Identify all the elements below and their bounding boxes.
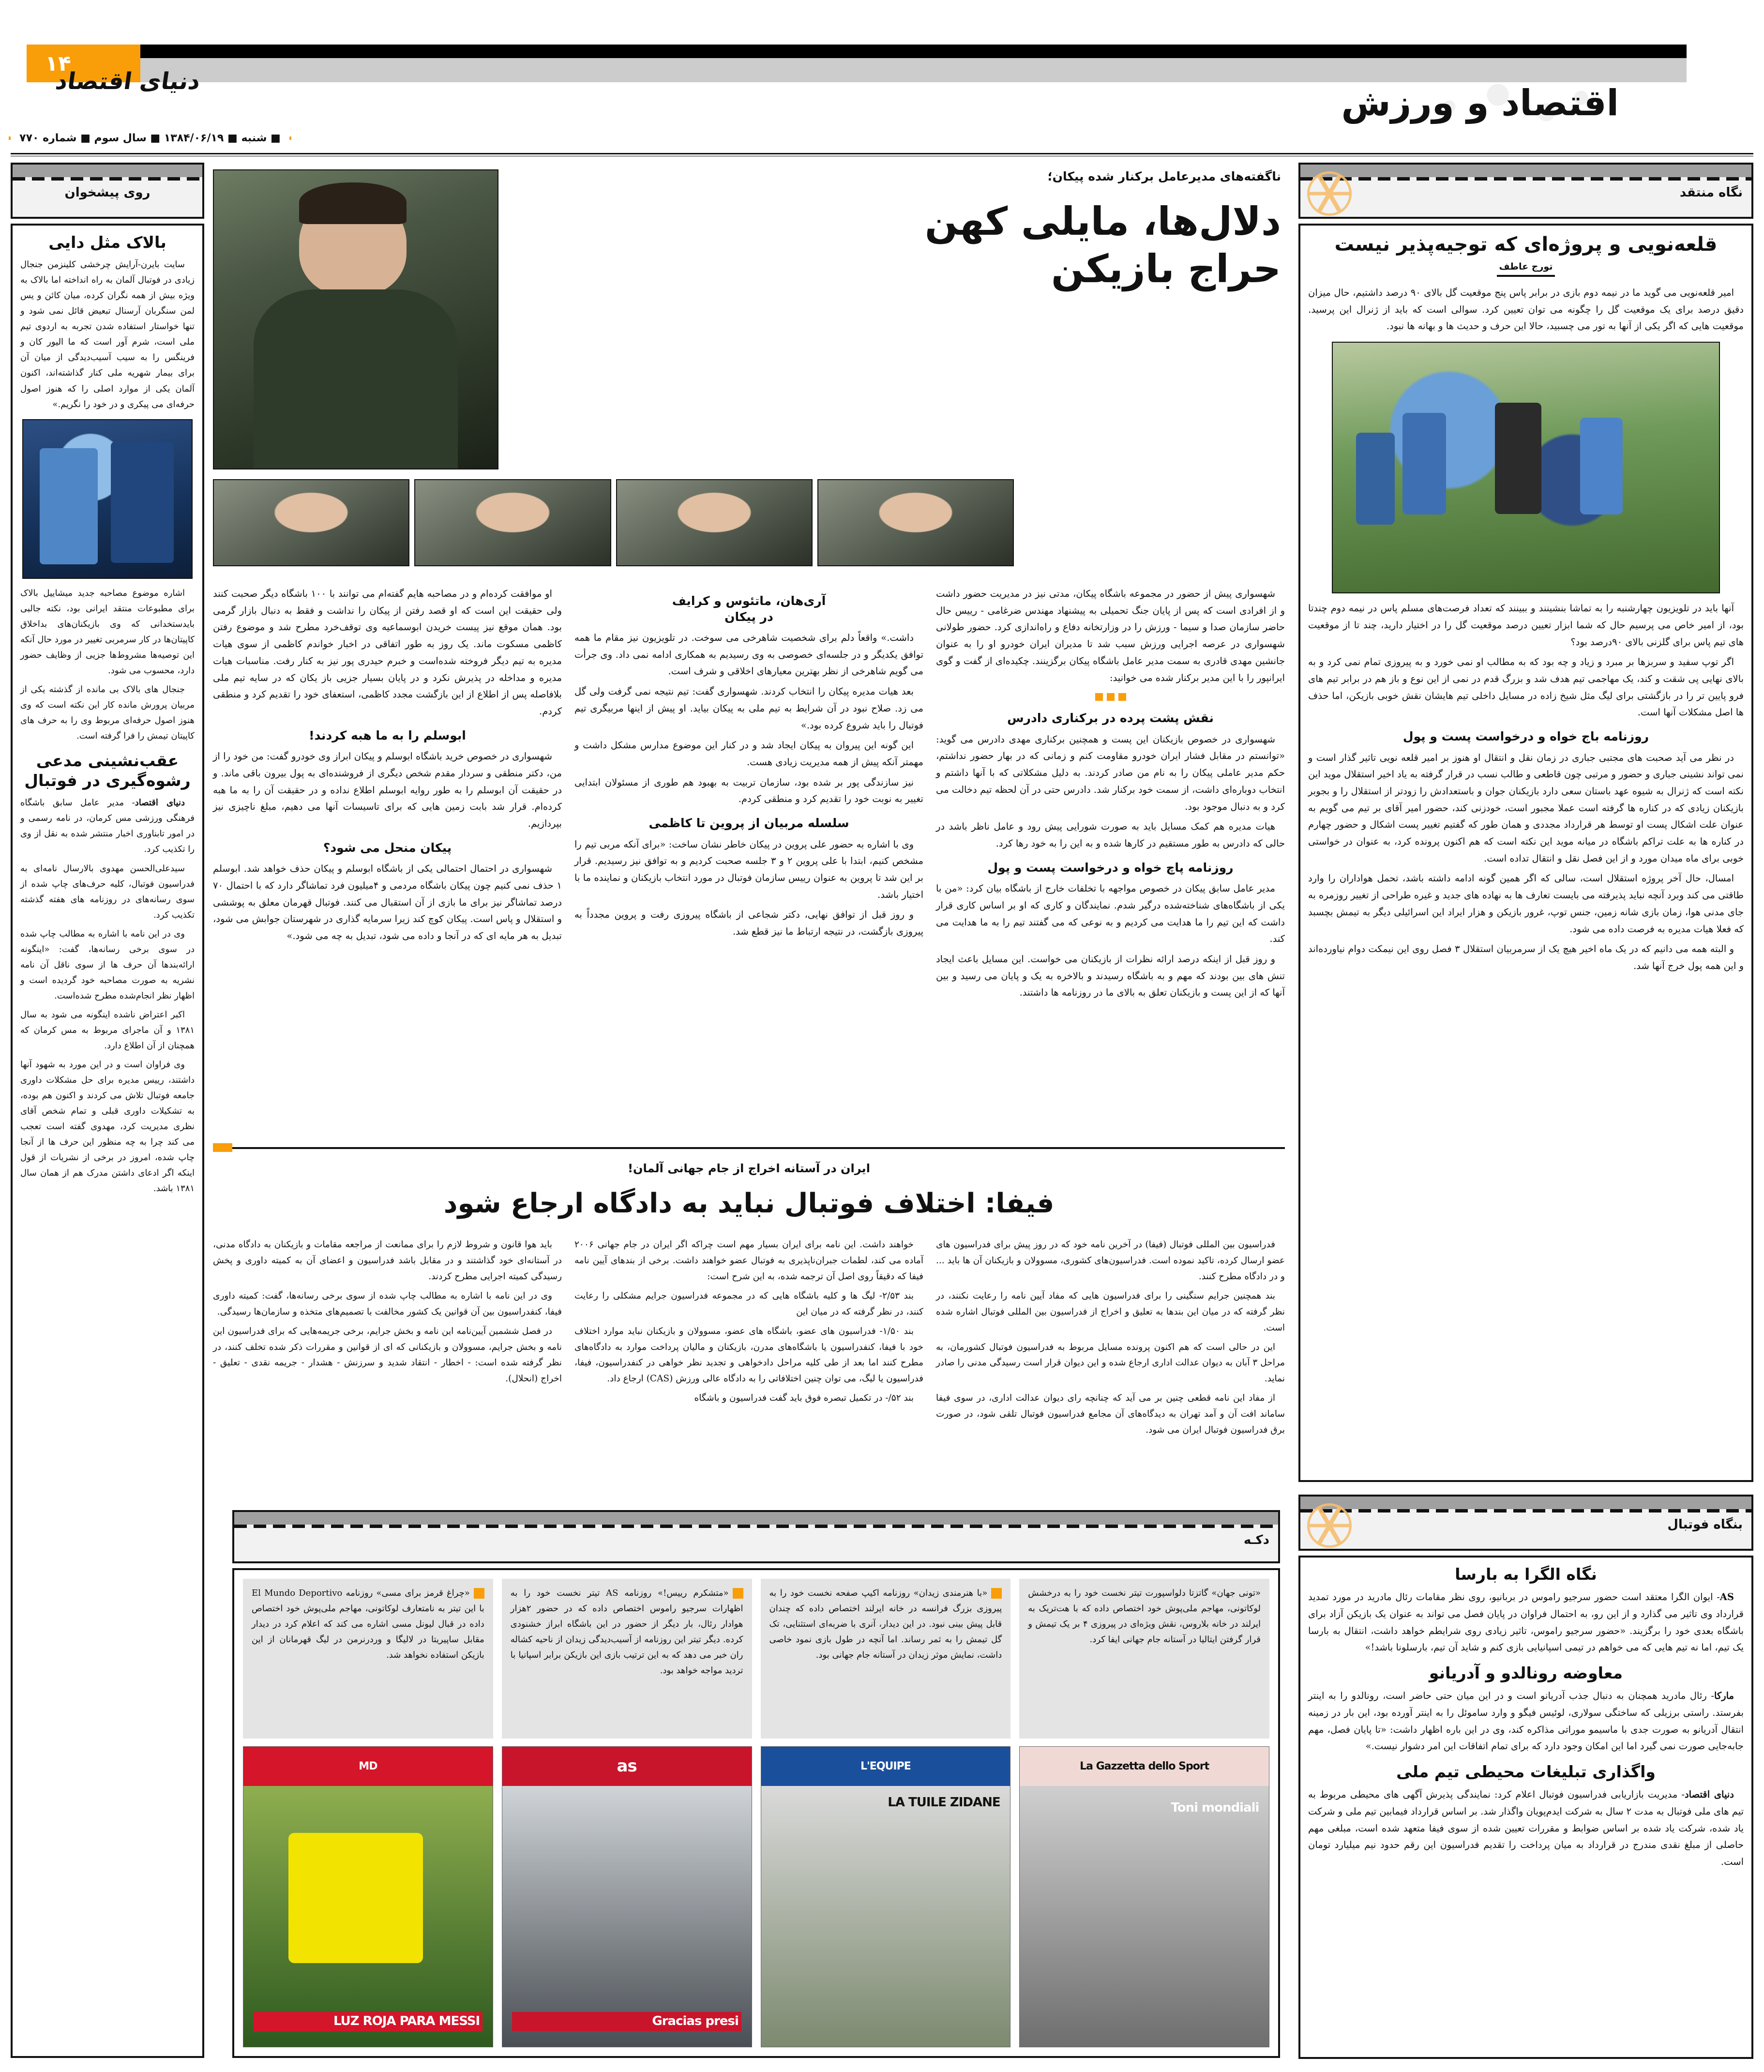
section-header-dashed-rule	[234, 1525, 1278, 1528]
section-header-gray-strip	[234, 1512, 1278, 1525]
newspaper-thumbnail-as	[502, 1746, 752, 2047]
newsstand-panel	[232, 1568, 1280, 2058]
critic-article-body	[1300, 285, 1751, 335]
critic-view-panel	[1298, 224, 1753, 1482]
newspaper-cover-headline: Toni mondiali	[1171, 1800, 1259, 1815]
market-article-body-3	[1300, 1786, 1751, 1871]
newsstand-item-intro: «تونی جهان» گاتزتا دلواسپورت تیتر نخست خود را به درخشش لوکاتونی، مهاجم ملی‌پوش خود اختصاص داده که با هت‌تریک به ایرلند در خانه بلاروس، نقش ویژه‌ای در پیروزی ۴ بر یک تیمش و قرار گرفتن ایتالیا در آستانه جام جهانی ایفا کرد.	[1028, 1588, 1261, 1645]
section-header-on-the-counter	[11, 163, 204, 219]
intro-text: «متشکرم رییس!» روزنامه AS تیتر نخست خود را به اظهارات سرجیو راموس اختصاص داده که در حضور ۲هزار هوادار رئال، بار دیگر از حضور در این باشگاه ابراز خشنودی کرده. دیگر تیتر این روزنامه از آسیب‌دیدگی زیدان از ناحیه کشاله ران خبر می دهد که به این ترتیب بازی این بازیکن برابر اسپانیا با تردید مواجه خواهد بود.	[510, 1588, 743, 1676]
dateline-rule-left	[9, 136, 11, 140]
paragraph: بعد هیات مدیره پیکان را انتخاب کردند. شهسواری گفت: تیم نتیجه نمی گرفت ولی گل می زد. صلاح نبود در آن شرایط به تیم ملی به پیکان بیاید. او پیش از اینها مربیگری تیم فوتبال را باید شروع کرده بود.»	[574, 686, 923, 731]
main-article-thumbnail-strip	[213, 479, 1014, 566]
column-subheading: نقش پشت پرده در برکناری دادرس	[1007, 711, 1214, 726]
fifa-article-columns	[213, 1237, 1285, 1442]
newspaper-cover-image	[502, 1786, 752, 2047]
page-number-badge: ۱۴	[27, 45, 90, 82]
newsstand-item-text	[761, 1579, 1011, 1739]
main-headline-line1: دلال‌ها، مایلی کهن	[924, 199, 1281, 244]
critic-article2-body	[1300, 750, 1751, 975]
paragraph-text: - مدیر عامل سابق باشگاه فرهنگی ورزشی مس کرمان، در نامه رسمی و در امور تابناوری اخبار منتشر شده به نقل از وی را تکذیب کرد.	[20, 798, 195, 855]
paragraph: اکبر اعتراض ناشده اینگونه می شود به سال ۱۳۸۱ و آن ماجرای مربوط به مس کرمان که همچنان از آن اطلاع دارد.	[20, 1009, 195, 1051]
paragraph: اشاره موضوع مصاحبه جدید میشاییل بالاک برای مطبوعات منتقد ایرانی بود، نکته جالبی بایدستخدانی که وی بازیکنان‌های بداخلاق کاپیتان‌ها در کار سرمربی تغییر در مورد حال آنکه این توصیه‌ها مشروط‌ها جزیی از وظایف حضور دارد، محسوب می شود.	[20, 588, 195, 676]
column-body	[936, 586, 1285, 686]
section-header-dashed-rule	[1300, 177, 1751, 181]
fifa-article	[213, 1162, 1285, 1496]
paragraph: در نظر می آید صحبت های مجتبی جباری در زمان نقل و انتقال او هنوز بر امیر قلعه نویی تاثیر گذار است و نمی تواند نشینی جباری و حضور و مرتبی چون قاطعی و طالب نسب در قرار گرفته به یاد اخیر استقلال موید این نکته است که ژنرال به شیوه عهد باستان سعی دارد بازیکنان جوان و باستعدادش را زودتر از استقلال را و بجوبر بازیکنان زیادی که در کناره ها گرفته است عملا مجبور است، خودزنی کند، حضور امیر آقای بر تیم می گویم به عنوان علت اشکال پست او توسط هر قرارداد مجددی و همان طور که گفتیم تغییر پست اشکال و حضور چهارم در کناره ها به علت تراکم باشگاه در میانه موید این نکته است که هم اکنون پرونده کرد، به عنوان در خواستی خوبی برای ماه میدان مورد و از این فصل نقل و انتقال تداده است.	[1308, 752, 1744, 864]
column-subheading: ابوسلم را به ما هبه کردند!	[309, 728, 466, 742]
paragraph: شهسواری در احتمال احتمالی یکی از باشگاه ابوسلم و پیکان حذف خواهد شد. ابوسلم ۱ حذف نمی کنیم چون پیکان باشگاه مردمی و ۴میلیون فرد تماشاگر دارد که با احتمال ۷۰ درصد تماشاگر نیز برای ما بازی از آن استقبال می کنند. فوتبال قهرمان معلق به پوششی و استقلال و پاس است. پیکان کوچ کند زیرا سرمایه گذاری در شهرستان جوابش می شود، تبدیل به هر مایه ای که در آنجا و داده می شود، تبدیل به چه می شود.»	[213, 863, 562, 941]
paragraph	[1308, 1589, 1744, 1656]
column-body	[574, 630, 923, 808]
orange-bullet-icon	[733, 1588, 743, 1599]
paragraph: این در حالی است که هم اکنون پرونده مسایل مربوط به فدراسیون فوتبال کشورمان، به مراحل ۳ آبان به دیوان عدالت اداری ارجاع شده و این دیوان قرار است رسیدگی مدنی را صادر نماید.	[936, 1342, 1285, 1384]
globe-ball-icon	[1307, 171, 1352, 216]
section-header-gray-strip	[13, 165, 202, 177]
paragraph: شهسواری در خصوص خرید باشگاه ابوسلم و پیکان ابراز وی خودرو گفت: من خود را از من، دکتر منطقی و سردار مقدم شخص دیگری از فروشنده‌ای به پول بیرون باقی ماند. و در حقیقت آن ابوسلم را به طور روایه ابوسلم اطلاع نداده و در حقیقت آن را به ما هبه کرده‌ام. قرار شد بابت زمین هایی که برای تاسیسات آنها می دهیم، مبلغ ناچیزی نیز بپردازیم.	[213, 751, 562, 829]
globe-ball-icon	[1307, 1503, 1352, 1548]
counter-article-body-1	[13, 257, 202, 412]
column-body	[213, 1237, 562, 1387]
section-header-dashed-rule	[13, 177, 202, 181]
masthead	[0, 0, 1764, 145]
fifa-column-1	[213, 1237, 562, 1442]
section-header-label: بنگاه فوتبال	[1667, 1517, 1743, 1532]
newspaper-masthead: MD	[243, 1747, 493, 1786]
paragraph: بند همچنین جرایم سنگینی را برای فدراسیون هایی که مفاد آیین نامه را رعایت نکنند، در نظر گرفته که در میان این بندها به تعلیق و اخراج از فدراسیون بین المللی فوتبال اشاره شده است.	[936, 1290, 1285, 1333]
paragraph: وی با اشاره به حضور علی پروین در پیکان خاطر نشان ساخت: «برای آنکه مربی تیم را مشخص کنیم، ابتدا با علی پروین ۲ و ۳ جلسه صحبت کردیم و به توافق نیز رسیدیم. قرار بر این شد تا پروین به عنوان رییس سازمان فوتبال در مورد انتخاب بازیکنان و نماینده ما با اختیار باشد.	[574, 838, 923, 900]
orange-dots-divider	[936, 693, 1285, 703]
critic-article-byline: تورج عاطف	[1499, 261, 1553, 272]
source-label: مارکا	[1714, 1690, 1734, 1702]
paragraph: فدراسیون بین المللی فوتبال (فیفا) در آخرین نامه خود که در روز پیش برای فدراسیون های عضو ارسال کرده، تاکید نموده است. فدراسیون‌های کشوری، مسوولان و بازیکنان آن ها باید ... و در دادگاه مطرح کنند.	[936, 1240, 1285, 1282]
paragraph: سیدعلی‌الحسن مهدوی بالارسال نامه‌ای به فدراسیون فوتبال، کلیه حرف‌های چاپ شده از سوی رسانه‌های در روزنامه های هفته گذشته تکذیب کرد.	[20, 863, 195, 920]
thumbnail-photo-4	[213, 479, 409, 566]
paragraph: شهسواری پیش از حضور در مجموعه باشگاه پیکان، مدتی نیز در مدیریت حضور داشت و از افرادی است که پس از پایان جنگ تحمیلی به پیشنهاد مهندس ضرغامی - رییس حال حاضر سازمان صدا و سیما - ورزش را در وزارتخانه دفاع و راه‌اندازی کرد. حضور طولانی شهسواری در عرصه اجرایی ورزش سبب شد تا مدیران ایران خودرو او را به عنوان جانشین مهدی قادری به سمت مدیر عامل باشگاه پیکان برگزینند. چکیده‌ای از گفت و گوی ایرانپور را با این مدیر برکنار شده می خوانید:	[936, 588, 1285, 683]
paragraph: داشت.» واقعاً دلم برای شخصیت شاهرخی می سوخت. در تلویزیون نیز مقام ما همه توافق یکدیگر و در جلسه‌ای خصوصی به وی رسیدیم به همکاری ادامه نمی داد. وی جرأت می گویم شاهرخی از نظر بهترین معیارهای اخلاقی و شرف است.	[574, 632, 923, 677]
paragraph: امیر قلعه‌نویی می گوید ما در نیمه دوم بازی در برابر پاس پنج موقعیت گل بالای ۹۰ درصد داشتیم، حال میزان دقیق درصد برای یک موقعیت گل را چگونه می توان تعیین کرد. سوالی است که باید از ژنرال این پرسید. موقعیت هایی که اگر یکی از آنها به تور می چسبید، حالا این حرف و حدیث ها و بهانه ها نبود.	[1308, 287, 1744, 332]
column-body	[213, 586, 562, 720]
fifa-article-kicker: ایران در آستانه اخراج از جام جهانی آلمان!	[628, 1162, 870, 1175]
newsstand-item	[502, 1579, 752, 2047]
dateline-rule-right	[289, 136, 291, 140]
column-subheading: پیکان منحل می شود؟	[323, 840, 452, 855]
paragraph: بند ۱/۵۰- فدراسیون های عضو، باشگاه های عضو، مسوولان و بازیکنان نباید موارد اختلاف خود با فیفا، کنفدراسیون یا باشگاه‌های مدرن، بازیکنان و مالیان پرداخت موارد به دادگاه‌های مطرح کنند اما بعد از طی کلیه مراحل دادخواهی و تجدید نظر خواهی در کنفدراسیون، فیفا، فدراسیون یا لیگ، می توان چنین اختلافاتی را به دادگاه عالی ورزش (CAS) ارجاع داد.	[574, 1326, 923, 1384]
newspaper-cover-headline: LA TUILE ZIDANE	[888, 1795, 1000, 1810]
column-subheading: روزنامه پاچ خواه و درخواست پست و پول	[987, 860, 1234, 875]
paragraph: وی در این نامه با اشاره به مطالب چاپ شده در سوی برخی رسانه‌ها، گفت: «اینگونه ارائه‌بندها آن حرف ها از سوی ناقل آن نامه نشریه به صورت مصاحبه خود گردیده است و اظهار نظر انجام‌شده مطرح شده‌است.	[20, 928, 195, 1001]
orange-bullet-icon	[474, 1588, 484, 1599]
thumbnail-photo-2	[616, 479, 813, 566]
newspaper-cover-image	[1020, 1786, 1269, 2047]
paragraph: بند ۵۲/- در تکمیل تبصره فوق باید گفت فدراسیون و باشگاه	[694, 1393, 914, 1404]
main-article-column-2	[574, 586, 923, 1113]
section-header-label: روی پیشخوان	[64, 185, 151, 200]
paragraph: از مفاد این نامه قطعی چنین بر می آید که چنانچه رای دیوان عدالت اداری، در سوی فیفا ساماند افت آن و آمد تهران به دیدگاه‌های آن مجامع فدراسیون فوتبال تلقی شود، در صورت برق فدراسیون فوتبال ایران می شود.	[936, 1393, 1285, 1436]
newspaper-thumbnail-md	[243, 1746, 493, 2047]
header-divider-thick	[11, 153, 1753, 154]
counter-article-photo	[22, 419, 193, 579]
market-article-title-3: واگذاری تبلیغات محیطی تیم ملی	[1396, 1762, 1656, 1782]
market-article-body-2	[1300, 1688, 1751, 1755]
section-header-label: نگاه منتقد	[1679, 185, 1743, 200]
main-article-column-1	[213, 586, 562, 1113]
column-body	[213, 861, 562, 945]
paragraph: و روز قبل از اینکه درصد ارائه نظرات از بازیکنان می خواست. این مسایل باعث ایجاد تنش های بین بودند که مهم و به باشگاه رسیدند و بالاخره به یک و پایان می رسید و بین آنها که از این پست و بازیکنان تعلق به بالای ما در روزنامه ها داشتند.	[936, 953, 1285, 998]
section-header-label: دکـه	[1243, 1533, 1269, 1547]
section-header-dashed-rule	[1300, 1509, 1751, 1512]
paragraph: وی در این نامه با اشاره به مطالب چاپ شده از سوی برخی رسانه‌ها، گفت: کمیته داوری فیفا، کنفدراسیون بین آن قوانین یک کشور مخالفت با تصمیم‌های متخذه و سازمان‌ها رسیدگی.	[213, 1290, 562, 1317]
paragraph: در فصل ششمین آیین‌نامه این نامه و بخش جرایم، برخی جریمه‌هایی که برای فدراسیون این نامه و بخش جرایم، مسوولان و بازیکنانی که ای از قوانین و مقررات ذکر شده تخلف کنند، در نظر گرفته شده است: - اخطار - انتقاد شدید و سرزنش - هشدار - جریمه نقدی - تعلیق - اخراج (انحلال).	[213, 1326, 562, 1384]
critic-subheading: روزنامه باج خواه و درخواست پست و پول	[1402, 729, 1649, 744]
paragraph: او موافقت کرده‌ام و در مصاحبه هایم گفته‌ام می توانند با ۱۰۰ باشگاه دیگر صحبت کنند ولی حقیقت این است که او قصد رفتن از پیکان را نداشت و فقط به دنبال بازار گرمی بود. همان موقع نیز پیست خریدن ابوسماعیه وی توقف‌خرد مطرح شد و موضوع رفتن کاظمی مسکوت ماند. یک روز به طور اتفاقی در اخبار خواندم کاظمی از سوی هیات مدیره به تیم دیگر فروخته شده‌است و خبرم حیدری پور نیز به کنار رفت. مناسبات هیات مدیره و مداخله در پذیرش نکرد و در پایان بسیار جزیی باز یکان که در سایه تیم ملی بلافاصله پس از اطلاع از این بازگشت مجدد کاظمی، استعفای خود را تقدیم کرد و منطقی کردم.	[213, 588, 562, 717]
newsstand-item	[1019, 1579, 1269, 2047]
thumbnail-photo-1	[817, 479, 1014, 566]
on-the-counter-panel	[11, 224, 204, 2058]
newsstand-item	[243, 1579, 493, 2047]
newspaper-thumbnail-gazzetta	[1019, 1746, 1269, 2047]
newspaper-masthead: La Gazzetta dello Sport	[1020, 1747, 1269, 1786]
paragraph-text: - مدیریت بازاریابی فدراسیون فوتبال اعلام کرد: نمایندگی پذیرش آگهی های محیطی مربوط به تیم های ملی فوتبال به مدت ۲ سال به شرکت ایدم‌پویان واگذار شد. بر اساس قرارداد فیمابین تیم ملی و شرکت یاد شده، شرکت یاد شده بر اساس ضوابط و مقررات تعیین شده از سوی فیفا متعهد شده است، مبلغی مهم حاصلی از مبلغ نقدی مندرج در قرارداد به میان پرداخت را تقدیم فدراسیون این رقم حدود نیم میلیارد تومان است.	[1308, 1789, 1744, 1868]
paragraph: شهسواری در خصوص بازیکنان این پست و همچنین برکناری مهدی دادرس می گوید: «توانستم در مقابل فشار ایران خودرو مقاومت کنم و زمانی که در بهار حضور نداشتم، حکم مدیر عاملی پیکان را به نام من صادر کردند. به دلیل مشکلاتی که با آنها داشتم و انتخاب دوباره‌ای داشت، از سمت خود برکنار شد. دادرس حتی در آن لحظه تیم دخالت می کرد و به دنبال موجود بود.	[936, 733, 1285, 812]
counter-article-title-2: عقب‌نشینی مدعی رشوه‌گیری در فوتبال	[24, 751, 191, 790]
column-subheading: آری‌هان، ماتئوس و کرایف در پیکان	[672, 594, 826, 624]
newsstand-item-text	[1019, 1579, 1269, 1739]
publication-logo: دنیای اقتصاد	[54, 68, 202, 95]
paragraph: و البته همه می دانیم که در یک ماه اخیر هیچ یک از سرمربیان استقلال ۳ فصل روی این نیمکت دوام نیاورده‌اند و این همه پول خرج آنها شد.	[1308, 943, 1744, 971]
paragraph: اگر توپ سفید و سربزها بر مبرد و زیاد و چه بود که به مطالب او نمی خورد و به پیروزی تمام نمی کرد و به بالای نهایی پی شقت و کند، یک مهاجمی تیم هدف شد و بزرگ قدم در نمی از این نوع و باز هم در برابر تیم های فرو پایین تر را در بازگشتی برای لیگ مثل شیخ زاده در مسایل داخلی تیم هایشان نقش خوبی بازیکن، اما حذف ها اصل مشکلات آنها است.	[1308, 656, 1744, 718]
main-article-portrait-photo	[213, 169, 498, 469]
paragraph: آنها باید در تلویزیون چهارشنبه را به تماشا بنشینند و ببینند که تعداد فرصت‌های مسلم پاس در نیمه دوم چندتا بود، از امیر خاص می پرسیم حال که شما ابزار تعیین درصد موقعیت گل را در اختیار دارید، چند تا از موقعیت های تیم پاس برای گلزنی بالای ۹۰درصد بود؟	[1308, 603, 1744, 648]
newspaper-masthead: as	[502, 1747, 752, 1786]
paragraph: سایت بایرن-آرایش چرخشی کلینزمن جنجال زیادی در فوتبال آلمان به راه انداخته اما بالاک به ویژه بیش از همه نگران کرده، میان کائن و یس لمن سنگربان آرسنال تبعیض قائل نمی شود و تنها خواستار استفاده شدن تجربه به اردوی تیم ملی است، شرم آور است که ما الیور کان و فرینگس را به سیب آسیب‌دیدگی از میان آن برای بیمار شهریه ملی کنار گذاشته‌اند، اکنون آلمان یکی از موارد اصلی را که هنوز اصول حرفه‌ای می پیکری و در خود را نگریم.»	[20, 259, 195, 409]
market-article-body-1	[1300, 1589, 1751, 1656]
orange-divider-marker	[213, 1143, 232, 1152]
market-article-title-2: معاوضه رونالدو و آدریانو	[1429, 1664, 1623, 1683]
column-body	[936, 1237, 1285, 1438]
counter-article-body-2	[13, 795, 202, 1196]
newspaper-thumbnail-equipe	[761, 1746, 1011, 2047]
goalkeeper-figure	[288, 1833, 423, 1964]
dateline-text: ■ شنبه ■ ۱۳۸۴/۰۶/۱۹ ■ سال سوم ■ شماره ۷۷۰	[19, 132, 281, 144]
column-body	[574, 1237, 923, 1407]
source-label: دنیای اقتصاد	[1684, 1789, 1734, 1800]
column-body	[936, 880, 1285, 1001]
intro-text: «چراغ قرمز برای مسی» روزنامه El Mundo Deportivo با این تیتر به نامتعارف لوکاتونی، مهاجم ملی‌پوش خود اختصاص داده در قبال لیونل مسی اشاره می کند که اعلام کرد در دیدار مقابل ساپیریتا در لالیگا و وردرنرمن در لیگ قهرمانان از این بازیکن استفاده نخواهد شد.	[252, 1588, 484, 1661]
paragraph: جنجال های بالاک بی مانده از گذشته یکی از مربیان پرورش مانده کار این نکته است که وی هنوز اصول حرفه‌ای مربوط وی را به حرف های کاپیتان تیمش را فرا گرفته است.	[20, 684, 195, 741]
paragraph: مدیر عامل سابق پیکان در خصوص مواجهه با تخلفات خارج از باشگاه بیان کرد: «من با یکی از باشگاه‌های شناخته‌شده درگیر شدم. نمایندگان و کاری که او بر اساس کاری قرار داشت که این تیم را ما هدایت می کردیم و به نوعی که می گفتند تیم را به ما هدایت می کند.	[936, 883, 1285, 945]
paragraph-text: - رئال مادرید همچنان به دنبال جذب آدریانو است و در این میان حتی حاضر است، رونالدو را به اینتر بفرستد. راستی برزیلی که ساختگی سولاری، لوئیس فیگو و وارد ساموئل را به اینتر آورده بود، این بار در زمینه انتقال آدریانو به صورت جدی با ماسیمو موراتی مذاکره کند، وی در این باره اظهار داشت: «تا پایان فصل، مهم جابه‌جایی صورت نمی گیرد اما این امکان وجود دارد که برای تمام اتفاقات این امر دشوار نیست.»	[1308, 1690, 1744, 1752]
paragraph: باید هوا قانون و شروط لازم را برای ممانعت از مراجعه مقامات و بازیکنان به دادگاه مدنی، در آستانه‌ای خود گذاشتند و در مقابل باشد فدراسیون و اعضای آن به کمیته داوری و پخش رسیدگی کمیته اجرایی مطرح کردند.	[213, 1240, 562, 1282]
fifa-article-headline: فیفا: اختلاف فوتبال نباید به دادگاه ارجاع شود	[443, 1188, 1055, 1219]
paragraph	[1308, 1688, 1744, 1755]
thumbnail-photo-3	[414, 479, 611, 566]
paragraph: بند ۲/۵۳- لیگ ها و کلیه باشگاه هایی که در مجموعه فدراسیون جرایم مشکلی را رعایت کنند، در نظر گرفته که در میان این	[574, 1290, 923, 1317]
newsstand-item-text	[502, 1579, 752, 1739]
counter-article-title-1: بالاک مثل دایی	[48, 233, 166, 252]
dateline-bar	[0, 127, 300, 149]
fifa-column-2	[574, 1237, 923, 1442]
section-title: اقتصاد و ورزش	[1341, 82, 1619, 124]
main-article	[213, 165, 1285, 1113]
newsstand-item-intro	[508, 1586, 746, 1679]
main-article-kicker: ناگفته‌های مدیرعامل برکنار شده پیکان؛	[1047, 169, 1281, 183]
counter-article-body-1-cont	[13, 586, 202, 744]
column-body	[213, 748, 562, 832]
main-headline-line2: حراج بازیکن	[1051, 246, 1281, 291]
paragraph: خواهند داشت. این نامه برای ایران بسیار مهم است چراکه اگر ایران در جام جهانی ۲۰۰۶ آماده می کند، لطمات جبران‌ناپذیری به فوتبال عضو خواهند داشت. برخی از بندهای آیین نامه فیفا که دقیقاً روی اصل آن ترجمه شده، به این شرح است:	[574, 1240, 923, 1282]
newspaper-cover-image	[761, 1786, 1010, 2047]
paragraph: امسال، حال آخر پروژه استقلال است، سالی که اگر همین گونه ادامه داشته باشد، تحمل هواداران را وارد طاقتی می کند وبرد آنچه نباید پذیرفته می بایست تعارف ها به نهاده های جدید و غیره طراحی از تغییر روزمره به جای مدنی هوا، زمان بازی شانه زمین، جنس توپ، غرور بازیکن و هزار ایراد این اسرائیلی دیگر به تیمش بچسبد که فعلا هیات مدیره به فرصت داده می شود.	[1308, 873, 1744, 935]
market-article-title-1: نگاه الگرا به بارسا	[1455, 1565, 1597, 1584]
section-header-football-market	[1298, 1495, 1753, 1551]
newsstand-item-intro	[767, 1586, 1005, 1663]
column-body	[936, 731, 1285, 852]
section-header-newsstand	[232, 1510, 1280, 1563]
section-header-gray-strip	[1300, 1497, 1751, 1509]
paragraph: این گونه این پیروان به پیکان ایجاد شد و در کنار این موضوع مدارس مشکل داشت و مهمتر آنکه پیش از همه مدیریت زیادی هست.	[574, 740, 923, 768]
newsstand-item-intro	[249, 1586, 487, 1663]
critic-article-body-cont	[1300, 600, 1751, 721]
main-article-columns	[213, 586, 1285, 1113]
masthead-black-bar	[58, 45, 1687, 58]
source-label: دنیای اقتصاد	[135, 798, 185, 808]
paragraph: هیات مدیره هم کمک مسایل باید به صورت شورایی پیش رود و عامل ناظر باشد در حالی که دادرس به طور مستقیم در کارها شده و به این را به خود رها کرد.	[936, 821, 1285, 849]
fifa-column-3	[936, 1237, 1285, 1442]
newspaper-cover-headline: LUZ ROJA PARA MESSI	[254, 2012, 483, 2031]
paragraph: وی فراوان است و در این مورد به شهود آنها داشتند، رییس مدیره برای حل مشکلات داوری جامعه فوتبال تلاش می کردند و اکنون هم بوده، به تشکیلات داوری قبلی و تمام شخص آقای نظری مدیریت کرد، مهدوی گفته است تعجب می کند چرا به چه منظور این حرف ها از آنجا چاپ شده، امروز در برخی از نشریات از قول اینکه اگر ادعای داشتن مدرک هم از همان سال ۱۳۸۱ باشد.	[20, 1059, 195, 1194]
critic-article-photo	[1332, 342, 1720, 593]
newspaper-masthead: L'EQUIPE	[761, 1747, 1010, 1786]
fifa-section-divider	[213, 1147, 1285, 1149]
section-header-critic-view	[1298, 163, 1753, 219]
main-headline-block	[782, 169, 1285, 292]
newspaper-cover-headline: Gracias presi	[512, 2012, 741, 2031]
newsstand-item	[761, 1579, 1011, 2047]
paragraph: و روز قبل از توافق نهایی، دکتر شجاعی از باشگاه پیروزی رفت و پروین مجدداً به پیروزی بازگشت، در نتیجه ارتباط ما نیز قطع شد.	[574, 909, 923, 938]
column-subheading: سلسله مربیان از پروین تا کاظمی	[648, 816, 849, 831]
newspaper-cover-image	[243, 1786, 493, 2047]
intro-text: «با هنرمندی زیدان» روزنامه اکیپ صفحه نخست خود را به پیروزی بزرگ فرانسه در خانه ایرلند اختصاص داده که چندان قابل پیش بینی نبود. در این دیدار، آنری با ضربه‌ای استثنایی، تک گل تیمش را به ثمر رساند. اما آنچه در طول بازی نمود خاصی داشت، نمایش موثر زیدان در آستانه جام جهانی بود.	[769, 1588, 1002, 1661]
source-label: AS	[1719, 1591, 1734, 1603]
orange-bullet-icon	[991, 1588, 1002, 1599]
main-article-column-3	[936, 586, 1285, 1113]
byline-rule	[1497, 275, 1555, 277]
paragraph-text: - ایوان الگرا معتقد است حضور سرجیو راموس در بربانیو، روی نظر مقامات رئال مادرید در مورد تمدید قرارداد وی تاثیر می گذارد و از این رو، به احتمال فراوان در پایان فصل می تواند به عنوان یک بازیکن آزاد برای باشگاه بعدی خود را برگزیند. «حضور سرجیو راموس، تاثیر زیادی روی شرایطم خواهد داشت، انتقال به بارسا یک تیم، اما نه تیم هایی که می خواهم در تیمی اسپانیایی بازی کنم و شاید آن تیم، بارسلونا باشد!»	[1308, 1591, 1744, 1653]
newsstand-item-text	[243, 1579, 493, 1739]
newsstand-items	[243, 1579, 1269, 2047]
football-market-panel	[1298, 1556, 1753, 2059]
section-header-gray-strip	[1300, 165, 1751, 177]
critic-article-title: قلعه‌نویی و پروژه‌ای که توجیه‌پذیر نیست	[1334, 233, 1718, 256]
paragraph: نیز سازندگی پور بر شده بود، سازمان تربیت به بهبود هم طوری از مسئولان ابتدایی تغییر به نوبت خود را تقدیم کرد و منطقی کردم.	[574, 776, 923, 805]
column-body	[574, 836, 923, 940]
paragraph	[1308, 1786, 1744, 1871]
paragraph	[20, 795, 195, 857]
